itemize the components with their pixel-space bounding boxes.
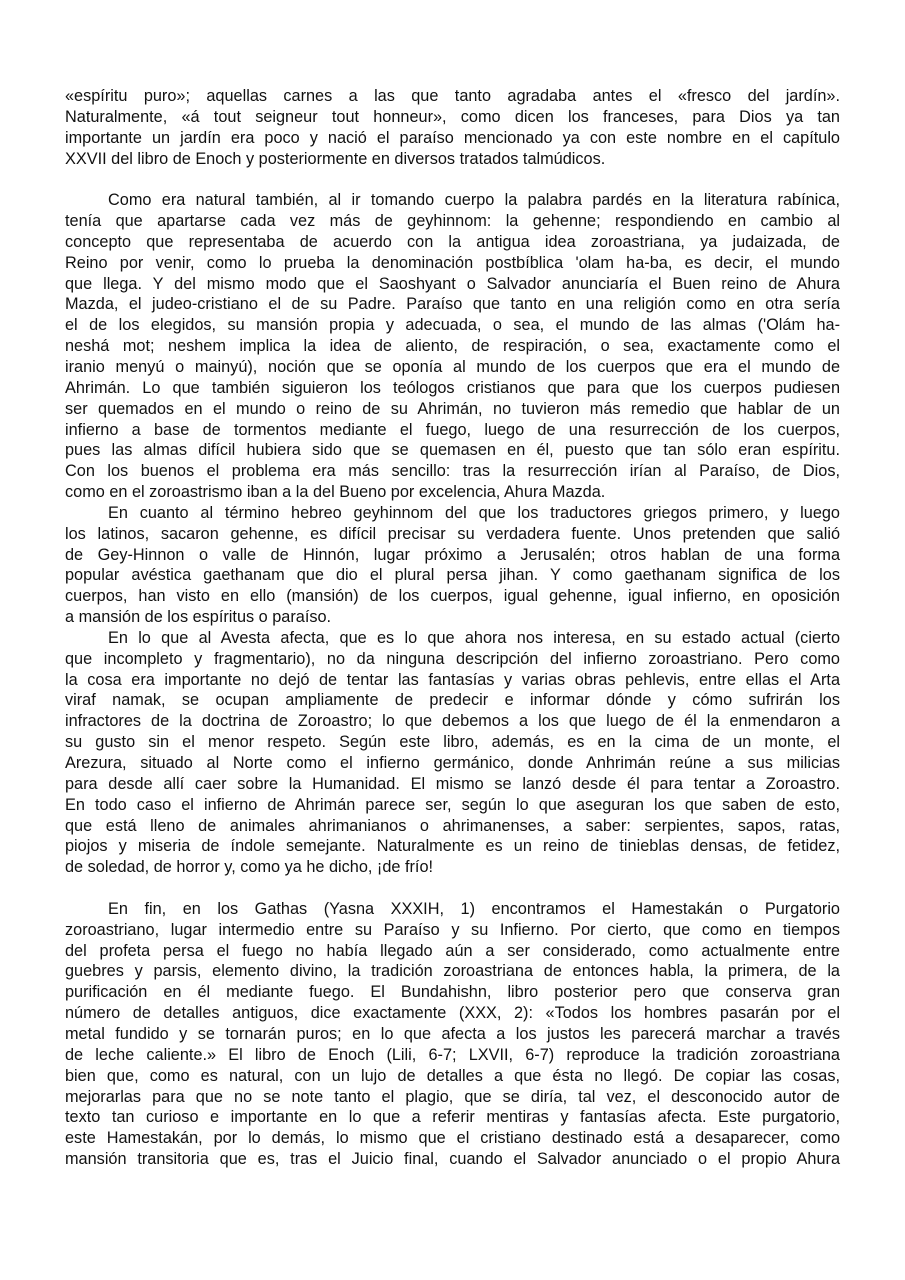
- paragraph: [65, 190, 840, 503]
- text-line: infractores de la doctrina de Zoroastro; lo que debemos a los que luego de él la enmendaron a: [65, 712, 840, 731]
- text-line: su gusto sin el menor respeto. Según este libro, además, es en la cima de un monte, el: [65, 733, 840, 752]
- text-line: de soledad, de horror y, como ya he dicho, ¡de frío!: [65, 858, 434, 877]
- text-line: a mansión de los espíritus o paraíso.: [65, 608, 332, 627]
- text-line: viraf namak, se ocupan ampliamente de predecir e informar dónde y cómo sufrirán los: [65, 691, 840, 710]
- paragraph-gap: [65, 169, 840, 190]
- text-line: de Gey-Hinnon o valle de Hinnón, lugar próximo a Jerusalén; otros hablan de una forma: [65, 545, 840, 564]
- text-line: iranio menyú o mainyú), noción que se oponía al mundo de los cuerpos que era el mundo de: [65, 357, 840, 376]
- paragraph-gap: [65, 878, 840, 899]
- text-line: mejorarlas para que no se note tanto el plagio, que se diría, tal vez, el desconocido autor de: [65, 1087, 840, 1106]
- text-line: el de los elegidos, su mansión propia y adecuada, o sea, el mundo de las almas ('Olám ha-: [65, 316, 840, 335]
- paragraph: [65, 628, 840, 878]
- text-line: «espíritu puro»; aquellas carnes a las que tanto agradaba antes el «fresco del jardín».: [65, 87, 840, 105]
- paragraph: [65, 899, 840, 1170]
- text-line: Arezura, situado al Norte como el infierno germánico, donde Anhrimán reúne a sus milicias: [65, 754, 840, 772]
- text-line: Reino por venir, como lo prueba la denominación postbíblica 'olam ha-ba, es decir, el mundo: [65, 253, 840, 272]
- text-line: texto tan curioso e importante en lo que a referir mentiras y fantasías afecta. Este purgatorio,: [65, 1108, 840, 1127]
- text-line: En lo que al Avesta afecta, que es lo que ahora nos interesa, en su estado actual (cierto: [108, 628, 840, 647]
- text-line: bien que, como es natural, con un lujo de detalles a que ésta no llegó. De copiar las cosas,: [65, 1066, 840, 1085]
- text-line: cuerpos, han visto en ello (mansión) de los cuerpos, igual gehenne, igual infierno, en oposición: [65, 587, 840, 606]
- text-line: XXVII del libro de Enoch y posteriormente en diversos tratados talmúdicos.: [65, 149, 606, 168]
- text-line: que incompleto y fragmentario), no da ninguna descripción del infierno zoroastriano. Pero como: [65, 649, 840, 668]
- text-line: ser quemados en el mundo o reino de su Ahrimán, no tuvieron más remedio que hablar de un: [65, 399, 840, 418]
- text-line: Mazda, el judeo-cristiano el de su Padre. Paraíso que tanto en una religión como en otra sería: [65, 295, 840, 314]
- text-line: importante un jardín era poco y nació el paraíso mencionado ya con este nombre en el capítulo: [65, 128, 840, 147]
- text-line: Ahrimán. Lo que también siguieron los teólogos cristianos que para que los cuerpos pudiesen: [65, 378, 840, 397]
- text-line: los latinos, sacaron gehenne, es difícil precisar su verdadera fuente. Unos pretenden que salió: [65, 524, 840, 543]
- text-line: que llega. Y del mismo modo que el Saoshyant o Salvador anunciaría el Buen reino de Ahura: [65, 274, 840, 293]
- text-line: mansión transitoria que es, tras el Juicio final, cuando el Salvador anunciado o el propio Ahura: [65, 1150, 840, 1169]
- document-page: [65, 86, 840, 1170]
- text-line: pues las almas difícil hubiera sido que se quemasen en él, puesto que tan sólo eran espíritu.: [65, 441, 840, 460]
- text-line: guebres y parsis, elemento divino, la tradición zoroastriana de entonces habla, la primera, de la: [65, 962, 840, 981]
- text-line: concepto que representaba de acuerdo con la antigua idea zoroastriana, ya judaizada, de: [65, 232, 840, 251]
- text-line: este Hamestakán, por lo demás, lo mismo que el cristiano destinado está a desaparecer, como: [65, 1129, 840, 1148]
- text-line: la cosa era importante no dejó de tentar las fantasías y varias obras pehlevis, entre ellas el Arta: [65, 670, 840, 689]
- text-line: En fin, en los Gathas (Yasna XXXIH, 1) encontramos el Hamestakán o Purgatorio: [108, 899, 840, 918]
- text-line: infierno a base de tormentos mediante el fuego, luego de una resurrección de los cuerpos,: [65, 420, 840, 439]
- paragraph: [65, 503, 840, 628]
- text-line: que está lleno de animales ahrimanianos o ahrimanenses, a saber: serpientes, sapos, ratas,: [65, 816, 840, 835]
- text-line: metal fundido y se tornarán puros; en lo que afecta a los justos les parecerá marchar a través: [65, 1024, 840, 1043]
- text-line: neshá mot; neshem implica la idea de aliento, de respiración, o sea, exactamente como el: [65, 337, 840, 356]
- text-line: En todo caso el infierno de Ahrimán parece ser, según lo que aseguran los que saben de esto,: [65, 795, 840, 814]
- text-line: Como era natural también, al ir tomando cuerpo la palabra pardés en la literatura rabínica,: [108, 191, 840, 210]
- text-line: piojos y miseria de índole semejante. Naturalmente es un reino de tinieblas densas, de fetidez,: [65, 837, 840, 856]
- text-line: Naturalmente, «á tout seigneur tout honneur», como dicen los franceses, para Dios ya tan: [65, 107, 840, 126]
- text-line: purificación en él mediante fuego. El Bundahishn, libro posterior pero que conserva gran: [65, 983, 840, 1002]
- text-line: En cuanto al término hebreo geyhinnom del que los traductores griegos primero, y luego: [108, 503, 840, 522]
- text-line: número de detalles antiguos, dice exactamente (XXX, 2): «Todos los hombres pasarán por el: [65, 1004, 840, 1023]
- paragraph: [65, 86, 840, 169]
- text-line: del profeta persa el fuego no había llegado aún a ser considerado, como actualmente entre: [65, 941, 840, 960]
- text-line: de leche caliente.» El libro de Enoch (Lili, 6-7; LXVII, 6-7) reproduce la tradición zoroastriana: [65, 1045, 840, 1064]
- text-line: popular avéstica gaethanam que dio el plural persa jihan. Y como gaethanam significa de los: [65, 566, 840, 585]
- text-line: tenía que apartarse cada vez más de geyhinnom: la gehenne; respondiendo en cambio al: [65, 212, 840, 231]
- text-line: como en el zoroastrismo iban a la del Bueno por excelencia, Ahura Mazda.: [65, 483, 606, 502]
- text-line: Con los buenos el problema era más sencillo: tras la resurrección irían al Paraíso, de Dios,: [65, 462, 840, 481]
- text-line: zoroastriano, lugar intermedio entre su Paraíso y su Infierno. Por cierto, que como en tiempos: [65, 920, 840, 939]
- text-line: para desde allí caer sobre la Humanidad. El mismo se lanzó desde él para tentar a Zoroastro.: [65, 774, 840, 793]
